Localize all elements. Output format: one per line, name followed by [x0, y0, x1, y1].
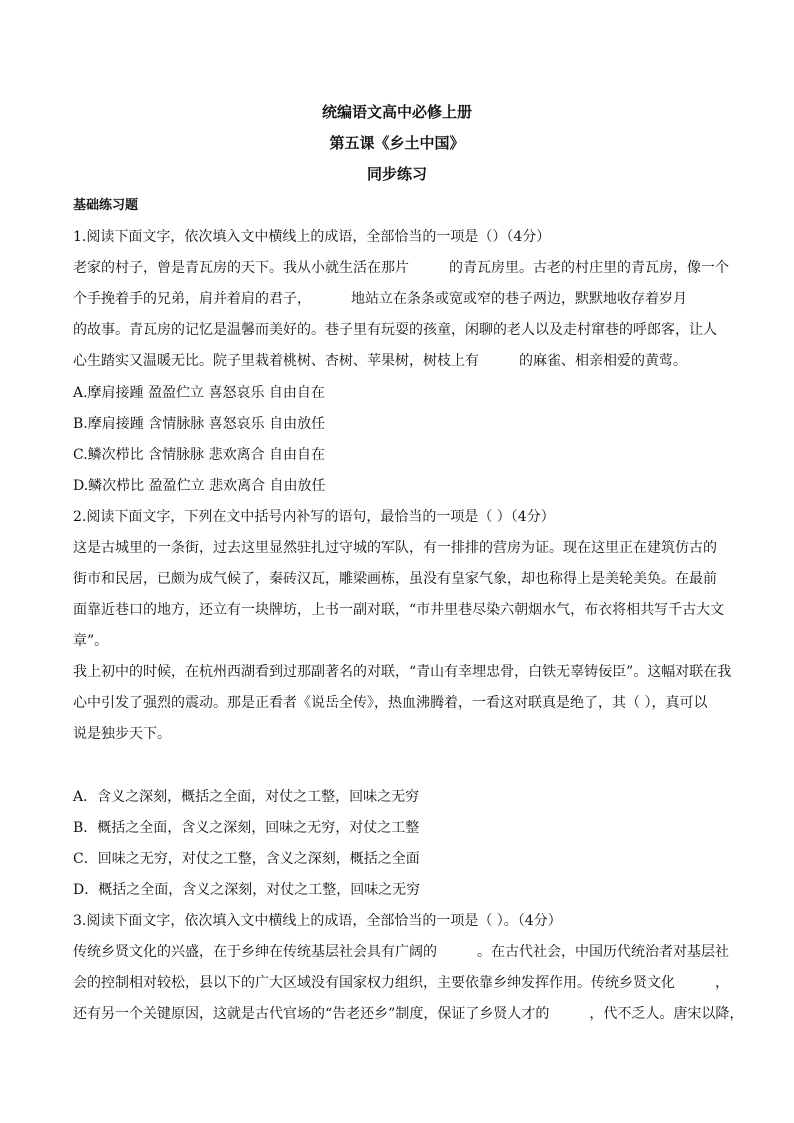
lesson-title: 第五课《乡土中国》	[329, 134, 465, 152]
question-3-passage-line: 会的控制相对较松，县以下的广大区域没有国家权力组织，主要依靠乡绅发挥作用。传统乡贤文化 ，	[73, 975, 730, 991]
exercise-title: 同步练习	[366, 165, 427, 183]
question-2-passage-line: 我上初中的时候，在杭州西湖看到过那副著名的对联，“青山有幸埋忠骨，白铁无辜铸佞臣”。这幅对联在我	[73, 664, 732, 680]
question-2-passage-line: 街市和民居，已颇为成气候了，秦砖汉瓦，雕梁画栋，虽没有皇家气象，却也称得上是美轮美奂。在最前	[73, 571, 717, 587]
question-1-passage-line: 个手挽着手的兄弟，肩并着肩的君子， 地站立在条条或宽或窄的巷子两边，默默地收存着岁月	[73, 291, 688, 307]
question-2-option-b: B．概括之全面，含义之深刻，回味之无穷，对仗之工整	[73, 820, 420, 836]
question-2-stem: 2.阅读下面文字，下列在文中括号内补写的语句，最恰当的一项是（ ）（4分）	[73, 509, 555, 525]
question-2-passage-line: 面靠近巷口的地方，还立有一块牌坊，上书一副对联，“市井里巷尽染六朝烟水气，布衣将相共写千古大文	[73, 602, 725, 618]
question-2-option-c: C．回味之无穷，对仗之工整，含义之深刻，概括之全面	[73, 851, 420, 867]
question-1-option-a: A.摩肩接踵 盈盈伫立 喜怒哀乐 自由自在	[73, 385, 325, 401]
question-2-passage-line: 这是古城里的一条街，过去这里显然驻扎过守城的军队，有一排排的营房为证。现在这里正在建筑仿古的	[73, 540, 717, 556]
question-1-stem: 1.阅读下面文字，依次填入文中横线上的成语，全部恰当的一项是（）（4分）	[73, 229, 551, 245]
question-2-passage-line: 章”。	[73, 633, 109, 649]
question-3-passage-line: 传统乡贤文化的兴盛，在于乡绅在传统基层社会具有广阔的 。在古代社会，中国历代统治者对基层社	[73, 944, 730, 960]
question-1-option-d: D.鳞次栉比 盈盈伫立 悲欢离合 自由放任	[73, 478, 326, 494]
document-title: 统编语文高中必修上册	[321, 103, 472, 121]
section-label: 基础练习题	[73, 198, 139, 213]
question-2-passage-line: 心中引发了强烈的震动。那是正看者《说岳全传》，热血沸腾着，一看这对联真是绝了，其（ ），真可以	[73, 695, 708, 711]
question-1-passage-line: 老家的村子，曾是青瓦房的天下。我从小就生活在那片 的青瓦房里。古老的村庄里的青瓦房，像一个	[73, 260, 730, 276]
question-1-passage-line: 心生踏实又温暖无比。院子里栽着桃树、杏树、苹果树，树枝上有 的麻雀、相亲相爱的黄莺。	[73, 353, 688, 369]
question-2-option-d: D．概括之全面，含义之深刻，对仗之工整，回味之无穷	[73, 882, 421, 898]
question-2-option-a: A．含义之深刻，概括之全面，对仗之工整，回味之无穷	[73, 789, 420, 805]
question-1-option-b: B.摩肩接踵 含情脉脉 喜怒哀乐 自由放任	[73, 416, 326, 432]
question-1-option-c: C.鳞次栉比 含情脉脉 悲欢离合 自由自在	[73, 447, 326, 463]
question-2-passage-line: 说是独步天下。	[73, 726, 171, 742]
question-3-passage-line: 还有另一个关键原因，这就是古代官场的“告老还乡”制度，保证了乡贤人才的 ，代不乏人。唐宋以降，	[73, 1006, 744, 1022]
question-3-stem: 3.阅读下面文字，依次填入文中横线上的成语，全部恰当的一项是（ ）。（4分）	[73, 913, 562, 929]
question-1-passage-line: 的故事。青瓦房的记忆是温馨而美好的。巷子里有玩耍的孩童，闲聊的老人以及走村窜巷的呼郎客，让人	[73, 322, 717, 338]
